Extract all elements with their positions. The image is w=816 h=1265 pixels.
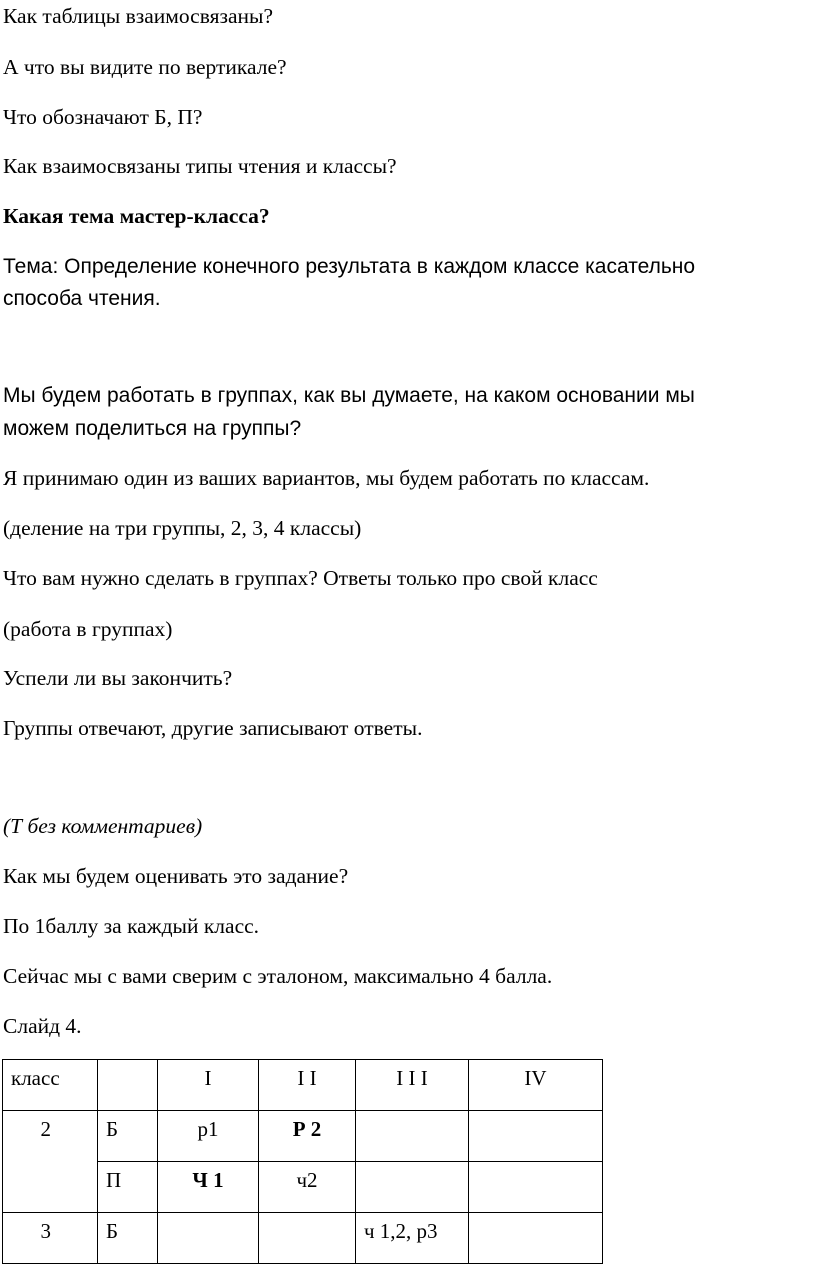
reading-types-table xyxy=(2,1059,603,1264)
heading-question: Какая тема мастер-класса? xyxy=(3,204,270,228)
topic-line: Тема: Определение конечного результата в каждом классе касательно xyxy=(3,255,696,278)
text-line: Успели ли вы закончить? xyxy=(3,666,233,690)
table-cell: р1 xyxy=(158,1111,259,1162)
text-line: Как таблицы взаимосвязаны? xyxy=(3,4,273,28)
text-line: Что вам нужно сделать в группах? Ответы только про свой класс xyxy=(3,566,598,590)
text-line: По 1баллу за каждый класс. xyxy=(3,914,260,938)
text-line: А что вы видите по вертикале? xyxy=(3,55,287,79)
text-line: (работа в группах) xyxy=(3,617,173,641)
table-cell xyxy=(469,1213,603,1264)
text-line: Мы будем работать в группах, как вы думаете, на каком основании мы xyxy=(3,384,695,407)
table-row xyxy=(3,1111,603,1162)
table-cell: П xyxy=(98,1162,158,1213)
table-cell xyxy=(469,1111,603,1162)
table-header-cell: I I xyxy=(259,1060,356,1111)
slide-label: Слайд 4. xyxy=(3,1014,82,1038)
table-header-cell xyxy=(98,1060,158,1111)
text-line: Я принимаю один из ваших вариантов, мы будем работать по классам. xyxy=(3,466,650,490)
table-cell: Б xyxy=(98,1213,158,1264)
table-cell-class: 3 xyxy=(3,1213,98,1264)
table-cell xyxy=(469,1162,603,1213)
table-cell: ч 1,2, р3 xyxy=(356,1213,469,1264)
text-line: Как взаимосвязаны типы чтения и классы? xyxy=(3,154,397,178)
table-header-cell: IV xyxy=(469,1060,603,1111)
table-cell: ч2 xyxy=(259,1162,356,1213)
text-line: можем поделиться на группы? xyxy=(3,417,302,440)
topic-line-cont: способа чтения. xyxy=(3,287,161,310)
text-line: Сейчас мы с вами сверим с эталоном, максимально 4 балла. xyxy=(3,964,553,988)
table-cell xyxy=(158,1213,259,1264)
text-line: Как мы будем оценивать это задание? xyxy=(3,864,349,888)
table-header-cell: I xyxy=(158,1060,259,1111)
table-cell: Б xyxy=(98,1111,158,1162)
text-line: (деление на три группы, 2, 3, 4 классы) xyxy=(3,516,362,540)
table-header-row xyxy=(3,1060,603,1111)
table-cell xyxy=(259,1213,356,1264)
table-cell xyxy=(356,1111,469,1162)
table-header-cell: класс xyxy=(3,1060,98,1111)
table-cell: Р 2 xyxy=(259,1111,356,1162)
table-cell xyxy=(356,1162,469,1213)
table-cell-class: 2 xyxy=(3,1111,98,1213)
text-line: Группы отвечают, другие записывают ответы. xyxy=(3,716,423,740)
table-cell: Ч 1 xyxy=(158,1162,259,1213)
table-header-cell: I I I xyxy=(356,1060,469,1111)
table-row xyxy=(3,1213,603,1264)
text-line: Что обозначают Б, П? xyxy=(3,105,203,129)
italic-note: (Т без комментариев) xyxy=(3,814,203,838)
